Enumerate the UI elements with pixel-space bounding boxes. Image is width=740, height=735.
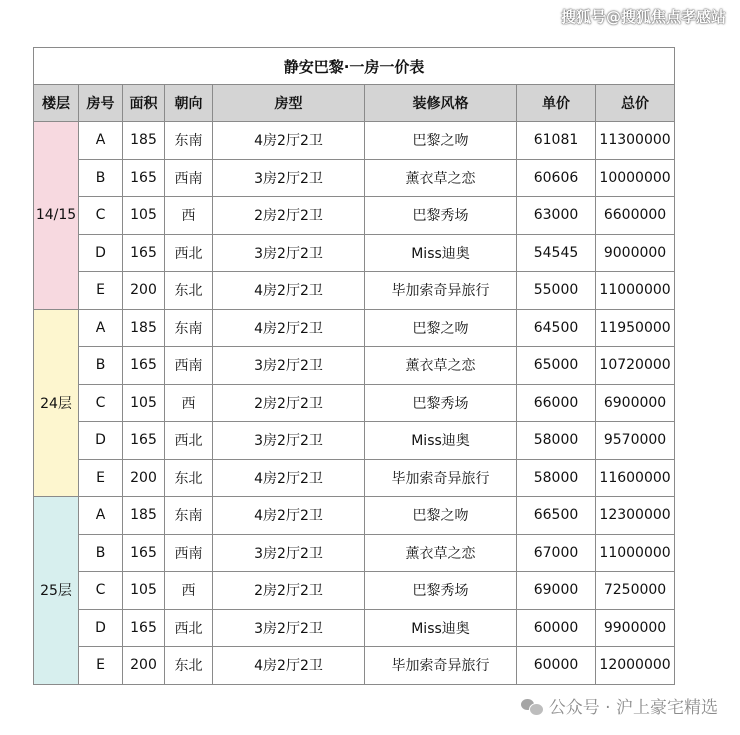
unit-cell: D bbox=[79, 234, 123, 272]
unit-price-cell: 65000 bbox=[517, 347, 596, 385]
wechat-icon bbox=[521, 697, 543, 715]
unit-cell: B bbox=[79, 159, 123, 197]
unit-price-cell: 60000 bbox=[517, 609, 596, 647]
unit-cell: A bbox=[79, 309, 123, 347]
layout-cell: 3房2厅2卫 bbox=[213, 609, 365, 647]
column-header: 单价 bbox=[517, 85, 596, 122]
layout-cell: 4房2厅2卫 bbox=[213, 309, 365, 347]
style-cell: 巴黎秀场 bbox=[365, 197, 517, 235]
table-row bbox=[34, 234, 675, 272]
area-cell: 165 bbox=[123, 422, 165, 460]
unit-cell: C bbox=[79, 572, 123, 610]
table-row bbox=[34, 384, 675, 422]
unit-cell: E bbox=[79, 459, 123, 497]
area-cell: 105 bbox=[123, 197, 165, 235]
style-cell: 薰衣草之恋 bbox=[365, 159, 517, 197]
table-row bbox=[34, 272, 675, 310]
layout-cell: 3房2厅2卫 bbox=[213, 422, 365, 460]
table-row bbox=[34, 459, 675, 497]
unit-price-cell: 63000 bbox=[517, 197, 596, 235]
layout-cell: 2房2厅2卫 bbox=[213, 384, 365, 422]
column-header: 装修风格 bbox=[365, 85, 517, 122]
total-price-cell: 11300000 bbox=[596, 122, 675, 160]
unit-price-cell: 69000 bbox=[517, 572, 596, 610]
unit-price-cell: 61081 bbox=[517, 122, 596, 160]
orientation-cell: 西 bbox=[165, 572, 213, 610]
column-header: 房号 bbox=[79, 85, 123, 122]
floor-cell: 24层 bbox=[34, 309, 79, 497]
total-price-cell: 9000000 bbox=[596, 234, 675, 272]
unit-cell: A bbox=[79, 122, 123, 160]
layout-cell: 4房2厅2卫 bbox=[213, 122, 365, 160]
orientation-cell: 西 bbox=[165, 384, 213, 422]
unit-cell: E bbox=[79, 272, 123, 310]
style-cell: 巴黎之吻 bbox=[365, 497, 517, 535]
table-row bbox=[34, 572, 675, 610]
table-row bbox=[34, 534, 675, 572]
unit-cell: D bbox=[79, 422, 123, 460]
unit-cell: D bbox=[79, 609, 123, 647]
orientation-cell: 西 bbox=[165, 197, 213, 235]
unit-price-cell: 66500 bbox=[517, 497, 596, 535]
total-price-cell: 6600000 bbox=[596, 197, 675, 235]
area-cell: 165 bbox=[123, 234, 165, 272]
area-cell: 185 bbox=[123, 122, 165, 160]
total-price-cell: 9570000 bbox=[596, 422, 675, 460]
total-price-cell: 10720000 bbox=[596, 347, 675, 385]
price-table bbox=[33, 47, 675, 685]
unit-price-cell: 60606 bbox=[517, 159, 596, 197]
style-cell: 巴黎秀场 bbox=[365, 572, 517, 610]
area-cell: 165 bbox=[123, 347, 165, 385]
floor-cell: 14/15 bbox=[34, 122, 79, 310]
bottom-watermark-text: 公众号 · 沪上豪宅精选 bbox=[548, 698, 718, 718]
unit-cell: B bbox=[79, 347, 123, 385]
style-cell: 巴黎秀场 bbox=[365, 384, 517, 422]
total-price-cell: 10000000 bbox=[596, 159, 675, 197]
area-cell: 185 bbox=[123, 497, 165, 535]
column-header: 面积 bbox=[123, 85, 165, 122]
orientation-cell: 西北 bbox=[165, 422, 213, 460]
layout-cell: 3房2厅2卫 bbox=[213, 159, 365, 197]
floor-cell: 25层 bbox=[34, 497, 79, 685]
area-cell: 200 bbox=[123, 647, 165, 685]
layout-cell: 2房2厅2卫 bbox=[213, 572, 365, 610]
orientation-cell: 东北 bbox=[165, 272, 213, 310]
layout-cell: 4房2厅2卫 bbox=[213, 459, 365, 497]
style-cell: 毕加索奇异旅行 bbox=[365, 459, 517, 497]
table-row bbox=[34, 309, 675, 347]
header-row bbox=[34, 85, 675, 122]
area-cell: 165 bbox=[123, 609, 165, 647]
unit-price-cell: 66000 bbox=[517, 384, 596, 422]
column-header: 朝向 bbox=[165, 85, 213, 122]
area-cell: 200 bbox=[123, 459, 165, 497]
unit-price-cell: 67000 bbox=[517, 534, 596, 572]
style-cell: 毕加索奇异旅行 bbox=[365, 272, 517, 310]
table-row bbox=[34, 347, 675, 385]
unit-cell: C bbox=[79, 197, 123, 235]
total-price-cell: 7250000 bbox=[596, 572, 675, 610]
style-cell: 毕加索奇异旅行 bbox=[365, 647, 517, 685]
total-price-cell: 11000000 bbox=[596, 534, 675, 572]
layout-cell: 4房2厅2卫 bbox=[213, 647, 365, 685]
style-cell: 薰衣草之恋 bbox=[365, 534, 517, 572]
unit-price-cell: 55000 bbox=[517, 272, 596, 310]
table-row bbox=[34, 422, 675, 460]
column-header: 总价 bbox=[596, 85, 675, 122]
unit-price-cell: 64500 bbox=[517, 309, 596, 347]
orientation-cell: 东南 bbox=[165, 309, 213, 347]
area-cell: 105 bbox=[123, 572, 165, 610]
layout-cell: 4房2厅2卫 bbox=[213, 497, 365, 535]
top-watermark: 搜狐号@搜狐焦点孝感站 bbox=[560, 8, 726, 26]
bottom-watermark bbox=[521, 693, 718, 718]
layout-cell: 4房2厅2卫 bbox=[213, 272, 365, 310]
unit-cell: E bbox=[79, 647, 123, 685]
area-cell: 185 bbox=[123, 309, 165, 347]
total-price-cell: 11000000 bbox=[596, 272, 675, 310]
style-cell: Miss迪奥 bbox=[365, 422, 517, 460]
table-row bbox=[34, 647, 675, 685]
area-cell: 165 bbox=[123, 159, 165, 197]
area-cell: 200 bbox=[123, 272, 165, 310]
area-cell: 165 bbox=[123, 534, 165, 572]
orientation-cell: 东南 bbox=[165, 497, 213, 535]
total-price-cell: 12000000 bbox=[596, 647, 675, 685]
orientation-cell: 西南 bbox=[165, 347, 213, 385]
table-row bbox=[34, 197, 675, 235]
layout-cell: 3房2厅2卫 bbox=[213, 534, 365, 572]
orientation-cell: 东北 bbox=[165, 647, 213, 685]
orientation-cell: 西南 bbox=[165, 159, 213, 197]
orientation-cell: 西北 bbox=[165, 609, 213, 647]
style-cell: 巴黎之吻 bbox=[365, 309, 517, 347]
unit-price-cell: 58000 bbox=[517, 422, 596, 460]
total-price-cell: 11950000 bbox=[596, 309, 675, 347]
table-row bbox=[34, 497, 675, 535]
total-price-cell: 11600000 bbox=[596, 459, 675, 497]
orientation-cell: 西南 bbox=[165, 534, 213, 572]
unit-cell: C bbox=[79, 384, 123, 422]
unit-cell: A bbox=[79, 497, 123, 535]
style-cell: 薰衣草之恋 bbox=[365, 347, 517, 385]
unit-price-cell: 54545 bbox=[517, 234, 596, 272]
table-row bbox=[34, 122, 675, 160]
table-row bbox=[34, 609, 675, 647]
orientation-cell: 西北 bbox=[165, 234, 213, 272]
column-header: 楼层 bbox=[34, 85, 79, 122]
total-price-cell: 6900000 bbox=[596, 384, 675, 422]
layout-cell: 3房2厅2卫 bbox=[213, 234, 365, 272]
layout-cell: 3房2厅2卫 bbox=[213, 347, 365, 385]
unit-price-cell: 58000 bbox=[517, 459, 596, 497]
unit-cell: B bbox=[79, 534, 123, 572]
table-title: 静安巴黎·一房一价表 bbox=[34, 48, 675, 85]
total-price-cell: 12300000 bbox=[596, 497, 675, 535]
style-cell: 巴黎之吻 bbox=[365, 122, 517, 160]
column-header: 房型 bbox=[213, 85, 365, 122]
area-cell: 105 bbox=[123, 384, 165, 422]
unit-price-cell: 60000 bbox=[517, 647, 596, 685]
layout-cell: 2房2厅2卫 bbox=[213, 197, 365, 235]
orientation-cell: 东南 bbox=[165, 122, 213, 160]
total-price-cell: 9900000 bbox=[596, 609, 675, 647]
table-row bbox=[34, 159, 675, 197]
orientation-cell: 东北 bbox=[165, 459, 213, 497]
style-cell: Miss迪奥 bbox=[365, 234, 517, 272]
style-cell: Miss迪奥 bbox=[365, 609, 517, 647]
